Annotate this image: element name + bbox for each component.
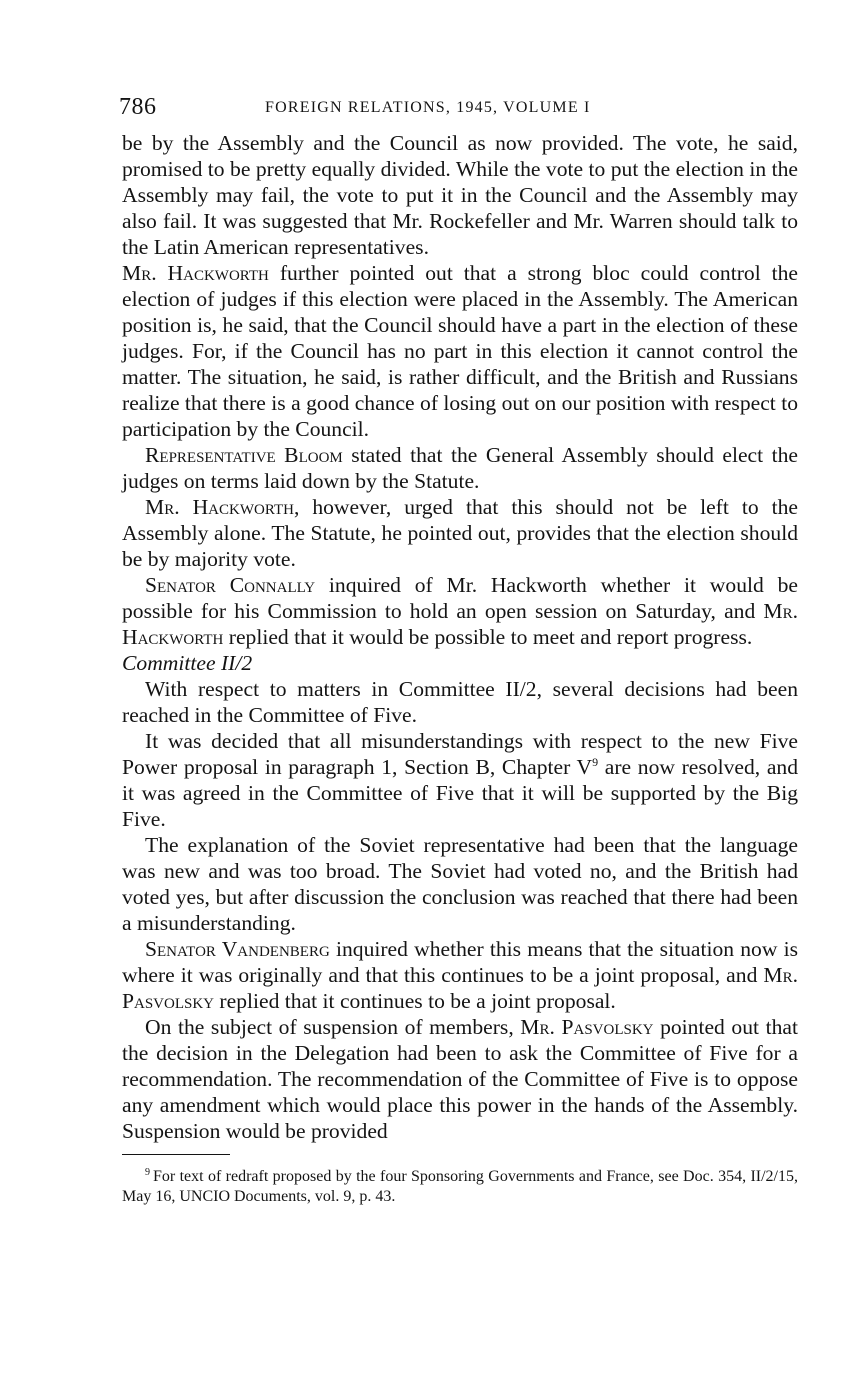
speaker-name: Senator Vandenberg [145, 937, 330, 961]
body-text [122, 130, 798, 1144]
footnote [122, 1167, 798, 1207]
paragraph [122, 728, 798, 832]
paragraph-text: replied that it continues to be a joint proposal. [214, 989, 616, 1013]
speaker-name: Representative Bloom [145, 443, 343, 467]
speaker-name: Mr. Hackworth [122, 261, 269, 285]
footnote-marker: 9 [145, 1166, 150, 1178]
speaker-name: Mr. Hackworth [122, 599, 798, 649]
paragraph-text: , however, urged that this should not be left to the Assembly alone. The Statute, he pointed out, provides that the election should be by majority vote. [122, 495, 798, 571]
running-title: FOREIGN RELATIONS, 1945, VOLUME I [265, 99, 591, 116]
paragraph-text: inquired whether this means that the situation now is where it was originally and that this continues to be a joint proposal, and [122, 937, 799, 987]
paragraph: With respect to matters in Committee II/2, several decisions had been reached in the Committee of Five. [122, 677, 798, 727]
paragraph-text: replied that it would be possible to meet and report progress. [223, 625, 753, 649]
paragraph-text: stated that the General Assembly should elect the judges on terms laid down by the Statute. [122, 443, 798, 493]
speaker-name: Mr. Pasvolsky [122, 963, 798, 1013]
running-header [119, 92, 798, 122]
footnote-text: For text of redraft proposed by the four Sponsoring Governments and France, see Doc. 354, II/2/15, May 16, UNCIO Documents, vol. 9, p. 43. [122, 1168, 798, 1205]
paragraph: The explanation of the Soviet representative had been that the language was new and was too broad. The Soviet had voted no, and the British had voted yes, but after discussion the conclusion was reached that there had been a misunderstanding. [122, 833, 798, 935]
paragraph-text: inquired of Mr. Hackworth whether it would be possible for his Commission to hold an open session on Saturday, and [122, 573, 798, 623]
speaker-name: Senator Connally [145, 573, 316, 597]
footnote-reference[interactable]: 9 [592, 754, 599, 769]
paragraph [122, 260, 798, 442]
paragraph-text: further pointed out that a strong bloc could control the election of judges if this election were placed in the Assembly. The American position is, he said, that the Council should have a part in the election of these judges. For, if the Council has no part in this election it cannot control the matter. The situation, he said, is rather difficult, and the British and Russians realize that there is a good chance of losing out on our position with respect to participation by the Council. [122, 261, 799, 441]
paragraph [122, 572, 798, 650]
paragraph [122, 494, 798, 572]
paragraph-text: It was decided that all misunderstandings with respect to the new Five Power proposal in paragraph 1, Section B, Chapter V [122, 729, 798, 779]
paragraph-text: On the subject of suspension of members, [145, 1015, 521, 1039]
paragraph: be by the Assembly and the Council as now provided. The vote, he said, promised to be pretty equally divided. While the vote to put the election in the Assembly may fail, the vote to put it in the Council and the Assembly may also fail. It was suggested that Mr. Rockefeller and Mr. Warren should talk to the Latin American representatives. [122, 131, 798, 259]
paragraph-text: are now resolved, and it was agreed in the Committee of Five that it will be supported by the Big Five. [122, 755, 798, 831]
footnote-divider [122, 1154, 230, 1155]
speaker-name: Mr. Hackworth [145, 495, 294, 519]
paragraph [122, 442, 798, 494]
paragraph-text: pointed out that the decision in the Delegation had been to ask the Committee of Five for a recommendation. The recommendation of the Committee of Five is to oppose any amendment which would place this power in the hands of the Assembly. Suspension would be provided [122, 1015, 798, 1143]
section-heading: Committee II/2 [122, 651, 253, 675]
paragraph [122, 1014, 798, 1144]
document-page [119, 92, 799, 1223]
page-number: 786 [119, 94, 157, 120]
paragraph [122, 936, 798, 1014]
speaker-name: Mr. Pasvolsky [520, 1015, 654, 1039]
